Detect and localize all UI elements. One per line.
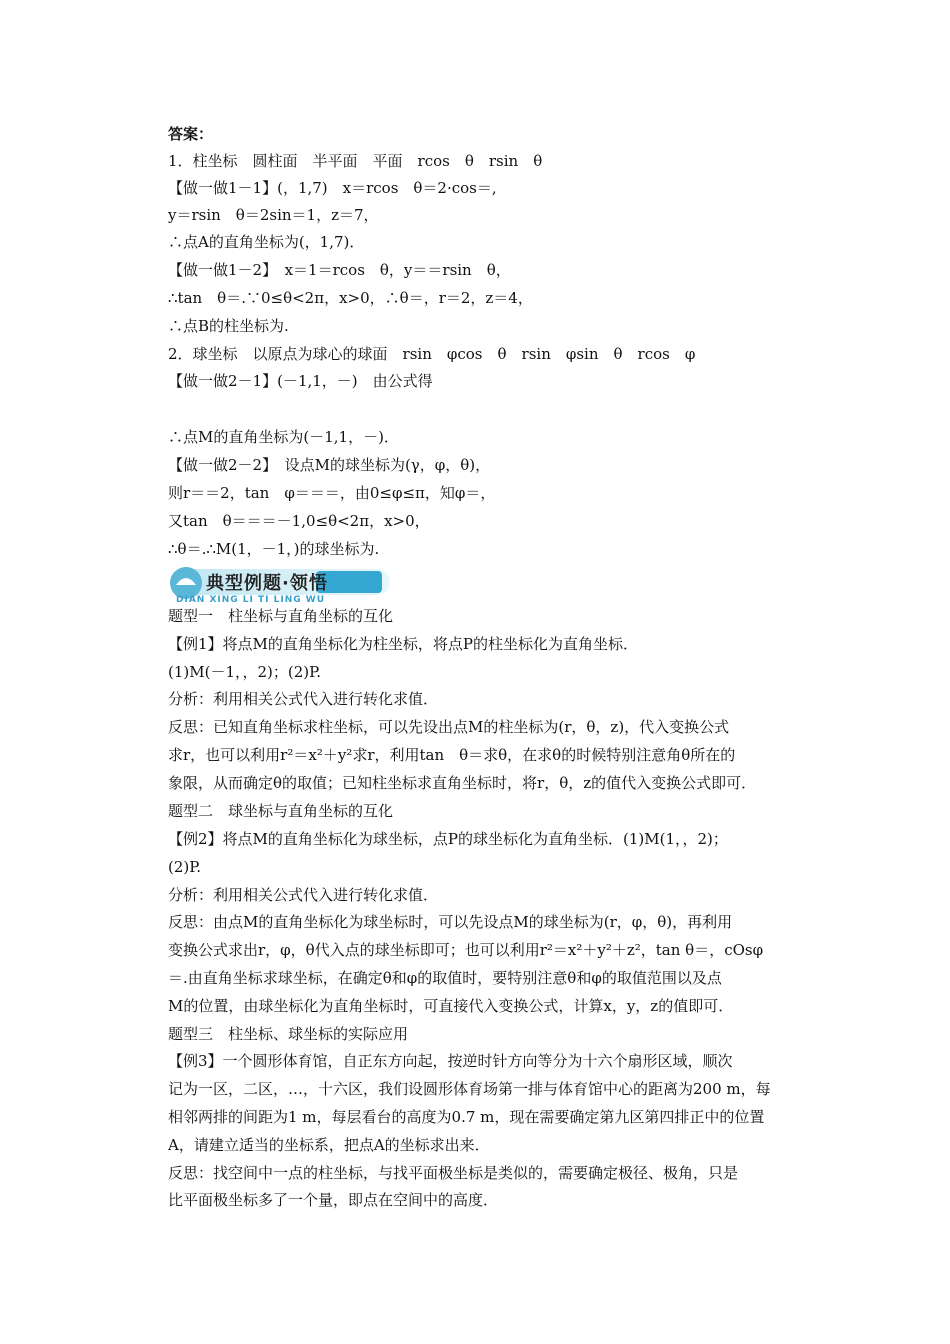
reflection-2-line-2: 变换公式求出r，φ，θ代入点的球坐标即可；也可以利用r²＝x²＋y²＋z²，tan θ＝，cOsφ: [168, 941, 764, 959]
reflection-1-line-1: 反思：已知直角坐标求柱坐标，可以先设出点M的柱坐标为(r，θ，z)，代入变换公式: [168, 718, 730, 736]
example-2: 【例2】将点M的直角坐标化为球坐标，点P的球坐标化为直角坐标．(1)M(1，，2)；: [168, 830, 728, 848]
answer-line-10: ∴点M的直角坐标为(－1,1，－)．: [168, 428, 399, 446]
answers-heading: 答案：: [168, 125, 214, 143]
reflection-1-line-2: 求r，也可以利用r²＝x²＋y²求r，利用tan θ＝求θ，在求θ的时候特别注意角θ所在的: [168, 746, 736, 764]
reflection-2-line-3: ＝.由直角坐标求球坐标，在确定θ和φ的取值时，要特别注意θ和φ的取值范围以及点: [168, 969, 722, 987]
reflection-3-line-2: 比平面极坐标多了一个量，即点在空间中的高度．: [168, 1191, 499, 1209]
example-3-line-1: 【例3】一个圆形体育馆，自正东方向起，按逆时针方向等分为十六个扇形区域，顺次: [168, 1052, 733, 1070]
answer-line-14: ∴θ＝.∴M(1，－1，)的球坐标为.: [168, 540, 380, 558]
answer-line-13: 又tan θ＝＝＝－1,0≤θ<2π，x>0，: [168, 512, 430, 530]
banner-pinyin: DIAN XING LI TI LING WU: [176, 595, 325, 605]
type-1-title: 题型一 柱坐标与直角坐标的互化: [168, 607, 394, 625]
reflection-1-line-3: 象限，从而确定θ的取值；已知柱坐标求直角坐标时，将r，θ，z的值代入变换公式即可．: [168, 774, 757, 792]
type-2-title: 题型二 球坐标与直角坐标的互化: [168, 802, 394, 820]
example-1-parts: (1)M(－1，，2)；(2)P.: [168, 663, 321, 681]
answer-line-5: 【做一做1－2】 x＝1＝rcos θ，y＝＝rsin θ，: [168, 261, 511, 279]
type-3-title: 题型三 柱坐标、球坐标的实际应用: [168, 1025, 409, 1043]
answer-line-4: ∴点A的直角坐标为(，1,7)．: [168, 233, 365, 251]
answer-line-12: 则r＝＝2，tan φ＝＝＝，由0≤φ≤π，知φ＝，: [168, 484, 496, 502]
example-3-line-4: A，请建立适当的坐标系，把点A的坐标求出来．: [168, 1136, 490, 1154]
answer-line-1: 1．柱坐标 圆柱面 半平面 平面 rcos θ rsin θ: [168, 152, 543, 170]
section-banner: [166, 563, 396, 607]
answer-line-11: 【做一做2－2】 设点M的球坐标为(γ，φ，θ)，: [168, 456, 491, 474]
example-2-parts: (2)P.: [168, 858, 202, 876]
reflection-3-line-1: 反思：找空间中一点的柱坐标，与找平面极坐标是类似的，需要确定极径、极角，只是: [168, 1164, 739, 1182]
analysis-1: 分析：利用相关公式代入进行转化求值．: [168, 690, 439, 708]
reflection-2-line-1: 反思：由点M的直角坐标化为球坐标时，可以先设点M的球坐标为(r，φ，θ)，再利用: [168, 913, 733, 931]
banner-title: 典型例题·领悟: [206, 573, 328, 594]
example-1: 【例1】将点M的直角坐标化为柱坐标，将点P的柱坐标化为直角坐标．: [168, 635, 638, 653]
answer-line-2: 【做一做1－1】(，1,7) x＝rcos θ＝2·cos＝,: [168, 179, 497, 197]
answer-line-9: 【做一做2－1】(－1,1，－) 由公式得: [168, 372, 433, 390]
example-3-line-2: 记为一区，二区，…，十六区，我们设圆形体育场第一排与体育馆中心的距离为200 m，每: [168, 1080, 771, 1098]
analysis-2: 分析：利用相关公式代入进行转化求值．: [168, 886, 439, 904]
answer-line-7: ∴点B的柱坐标为.: [168, 317, 289, 335]
answer-line-6: ∴tan θ＝.∵0≤θ<2π，x>0，∴θ＝，r＝2，z＝4，: [168, 289, 533, 307]
answer-line-8: 2．球坐标 以原点为球心的球面 rsin φcos θ rsin φsin θ rcos φ: [168, 345, 696, 363]
example-3-line-3: 相邻两排的间距为1 m，每层看台的高度为0.7 m，现在需要确定第九区第四排正中的位置: [168, 1108, 765, 1126]
reflection-2-line-4: M的位置，由球坐标化为直角坐标时，可直接代入变换公式，计算x，y，z的值即可．: [168, 997, 734, 1015]
answer-line-3: y＝rsin θ＝2sin＝1，z＝7，: [168, 206, 379, 224]
